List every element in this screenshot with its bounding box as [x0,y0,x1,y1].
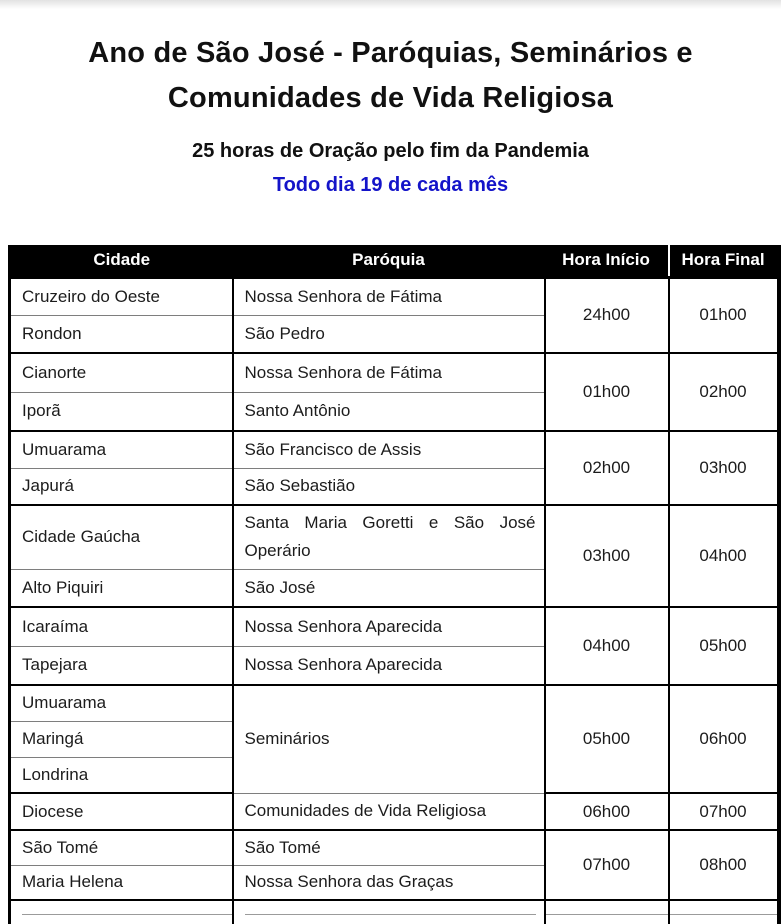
parish-cell: Seminários [233,685,545,793]
end-time-cell: 03h00 [669,431,779,505]
city-cell: Umuarama [10,685,233,721]
table-header-row [10,245,779,277]
table-row [10,505,779,569]
parish-cell [233,900,545,924]
parish-cell: Nossa Senhora Aparecida [233,607,545,646]
end-time-cell: 04h00 [669,505,779,607]
end-time-cell: 02h00 [669,353,779,431]
parish-cell: São Sebastião [233,468,545,505]
page-top-shadow [0,0,781,9]
city-cell [10,900,233,924]
parish-cell: São Pedro [233,315,545,353]
parish-cell: São José [233,569,545,607]
table-row [10,277,779,315]
highlight-date: Todo dia 19 de cada mês [272,174,509,196]
end-time-cell: 01h00 [669,277,779,353]
parish-cell: São Tomé [233,830,545,865]
table-row [10,607,779,646]
end-time-cell: 06h00 [669,685,779,793]
city-cell: Iporã [10,392,233,431]
city-cell: Diocese [10,793,233,830]
parish-cell: Nossa Senhora das Graças [233,865,545,900]
column-header-start: Hora Início [545,245,669,277]
subtitle: 25 horas de Oração pelo fim da Pandemia [192,140,589,162]
column-header-parish: Paróquia [233,245,545,277]
end-time-cell: 08h00 [669,830,779,900]
start-time-cell: 24h00 [545,277,669,353]
start-time-cell: 03h00 [545,505,669,607]
start-time-cell: 06h00 [545,793,669,830]
start-time-cell: 05h00 [545,685,669,793]
end-time-cell [669,900,779,924]
city-cell: Tapejara [10,646,233,685]
column-header-end: Hora Final [669,245,779,277]
city-cell: Japurá [10,468,233,505]
schedule-table-wrapper [8,245,781,924]
city-cell: Cianorte [10,353,233,392]
page-title [0,31,781,121]
parish-cell: Comunidades de Vida Religiosa [233,793,545,830]
page-title-line2: Comunidades de Vida Religiosa [167,82,614,114]
table-row [10,830,779,865]
city-cell: Alto Piquiri [10,569,233,607]
start-time-cell: 07h00 [545,830,669,900]
page-title-line1: Ano de São José - Paróquias, Seminários e [88,37,693,69]
city-cell: Umuarama [10,431,233,468]
parish-cell: Nossa Senhora de Fátima [233,277,545,315]
city-cell: Rondon [10,315,233,353]
start-time-cell: 04h00 [545,607,669,685]
parish-cell: São Francisco de Assis [233,431,545,468]
table-row [10,793,779,830]
city-cell: Cruzeiro do Oeste [10,277,233,315]
table-row [10,431,779,468]
city-cell: São Tomé [10,830,233,865]
city-cell: Cidade Gaúcha [10,505,233,569]
schedule-table [8,245,781,924]
city-cell: Maria Helena [10,865,233,900]
table-row [10,685,779,721]
parish-cell: Santa Maria Goretti e São José Operário [233,505,545,569]
parish-cell: Nossa Senhora de Fátima [233,353,545,392]
start-time-cell [545,900,669,924]
column-header-city: Cidade [10,245,233,277]
start-time-cell: 01h00 [545,353,669,431]
city-cell: Londrina [10,757,233,793]
start-time-cell: 02h00 [545,431,669,505]
parish-cell: Nossa Senhora Aparecida [233,646,545,685]
table-row-partial [10,900,779,924]
parish-cell: Santo Antônio [233,392,545,431]
city-cell: Maringá [10,721,233,757]
table-row [10,353,779,392]
end-time-cell: 05h00 [669,607,779,685]
end-time-cell: 07h00 [669,793,779,830]
city-cell: Icaraíma [10,607,233,646]
